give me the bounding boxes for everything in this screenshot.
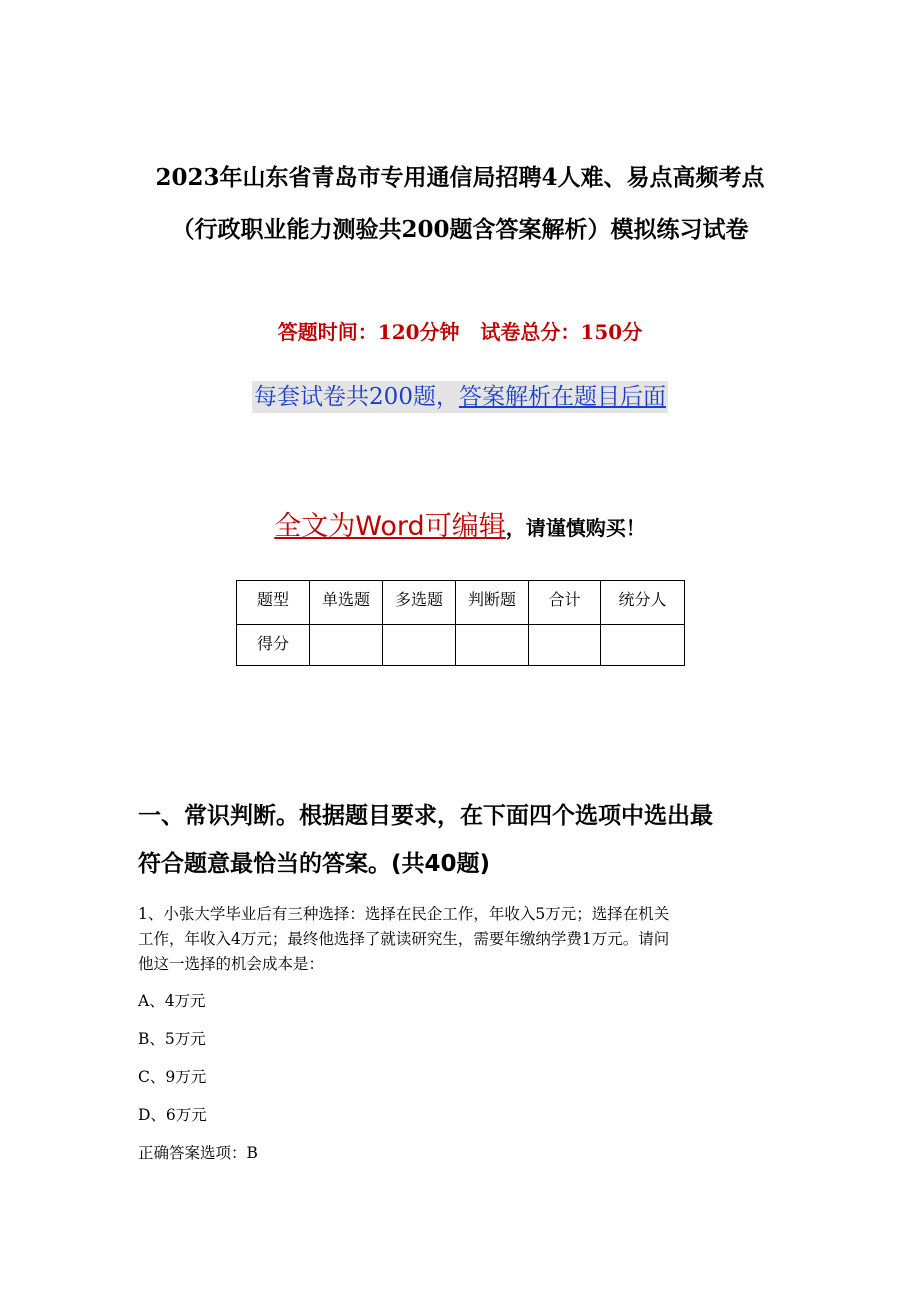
header-cell-scorer: 统分人 bbox=[601, 581, 685, 625]
question-line-2: 工作，年收入4万元；最终他选择了就读研究生，需要年缴纳学费1万元。请问 bbox=[138, 930, 670, 948]
header-cell-type: 题型 bbox=[237, 581, 310, 625]
header-cell-total: 合计 bbox=[529, 581, 601, 625]
answer-notice-box bbox=[252, 381, 668, 413]
score-table bbox=[236, 580, 685, 666]
score-cell[interactable] bbox=[456, 625, 529, 666]
score-cell[interactable] bbox=[383, 625, 456, 666]
section-heading bbox=[138, 792, 798, 888]
header-cell-judge: 判断题 bbox=[456, 581, 529, 625]
question-line-1: 1、小张大学毕业后有三种选择：选择在民企工作，年收入5万元；选择在机关 bbox=[138, 905, 670, 923]
document-title bbox=[0, 152, 920, 256]
title-line-1: 2023年山东省青岛市专用通信局招聘4人难、易点高频考点 bbox=[155, 164, 765, 191]
score-table-header-row bbox=[237, 581, 685, 625]
row-label-score: 得分 bbox=[237, 625, 310, 666]
score-cell[interactable] bbox=[310, 625, 383, 666]
editable-notice-link[interactable]: 全文为Word可编辑 bbox=[274, 511, 506, 542]
score-cell[interactable] bbox=[601, 625, 685, 666]
correct-answer: 正确答案选项：B bbox=[138, 1144, 258, 1162]
section-heading-line-2: 符合题意最恰当的答案。(共40题) bbox=[138, 851, 491, 877]
option-c: C、9万元 bbox=[138, 1068, 207, 1086]
score-cell[interactable] bbox=[529, 625, 601, 666]
notice-text: 每套试卷共200题， bbox=[254, 384, 459, 410]
question-line-3: 他这一选择的机会成本是： bbox=[138, 955, 325, 973]
question-1-text bbox=[138, 902, 788, 977]
exam-info: 答题时间：120分钟 试卷总分：150分 bbox=[277, 320, 643, 344]
edit-notice bbox=[0, 504, 920, 543]
score-table-score-row bbox=[237, 625, 685, 666]
section-heading-line-1: 一、常识判断。根据题目要求，在下面四个选项中选出最 bbox=[138, 803, 713, 829]
option-a: A、4万元 bbox=[138, 992, 206, 1010]
option-b: B、5万元 bbox=[138, 1030, 206, 1048]
notice-link[interactable]: 答案解析在题目后面 bbox=[458, 384, 666, 410]
header-cell-single: 单选题 bbox=[310, 581, 383, 625]
header-cell-multiple: 多选题 bbox=[383, 581, 456, 625]
purchase-warning: ，请谨慎购买！ bbox=[505, 516, 646, 540]
answer-notice bbox=[0, 378, 920, 411]
title-line-2: （行政职业能力测验共200题含答案解析）模拟练习试卷 bbox=[171, 216, 749, 243]
option-d: D、6万元 bbox=[138, 1106, 207, 1124]
